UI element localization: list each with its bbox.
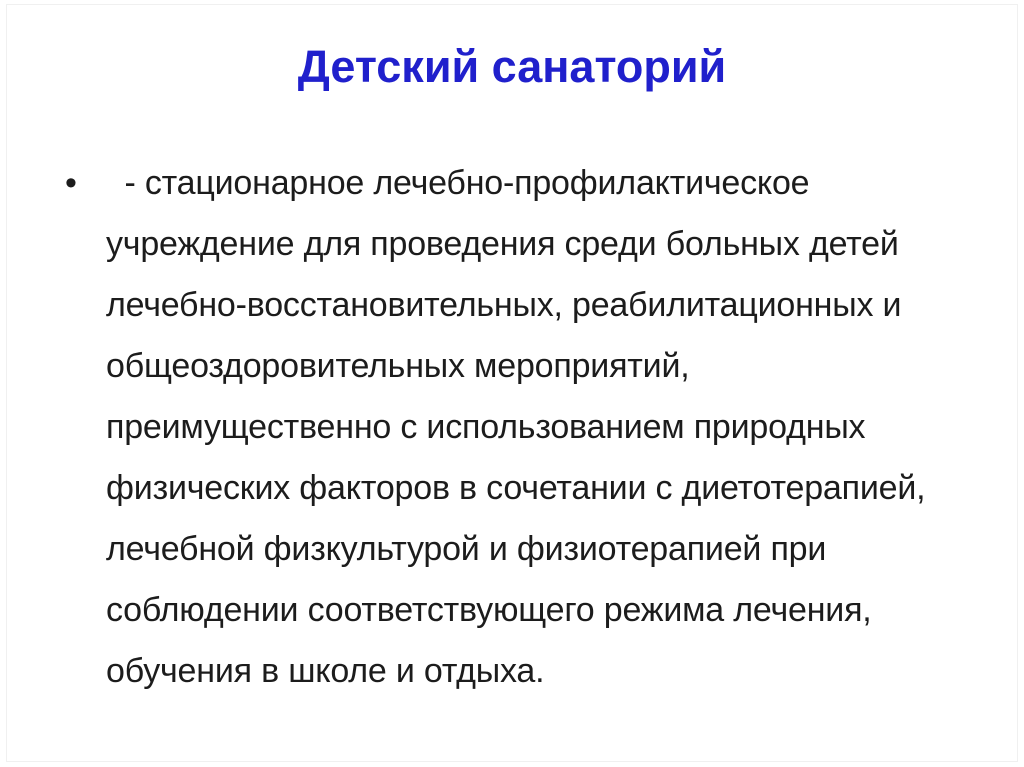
body-line: лечебно-восстановительных, реабилитационных и [106,286,902,324]
body-line: физических факторов в сочетании с диетотерапией, [106,469,926,507]
bullet-text-block [106,153,957,702]
body-line: преимущественно с использованием природных [106,408,866,446]
slide-canvas [6,4,1018,762]
body-line: - стационарное лечебно-профилактическое [106,164,810,202]
body-line: обучения в школе и отдыха. [106,652,545,690]
bullet-marker: • [65,164,77,202]
body-line: лечебной физкультурой и физиотерапией при [106,530,827,568]
body-line: общеоздоровительных мероприятий, [106,347,690,385]
body-line: учреждение для проведения среди больных детей [106,225,899,263]
slide-title: Детский санаторий [297,41,727,92]
body-line: соблюдении соответствующего режима лечения, [106,591,872,629]
